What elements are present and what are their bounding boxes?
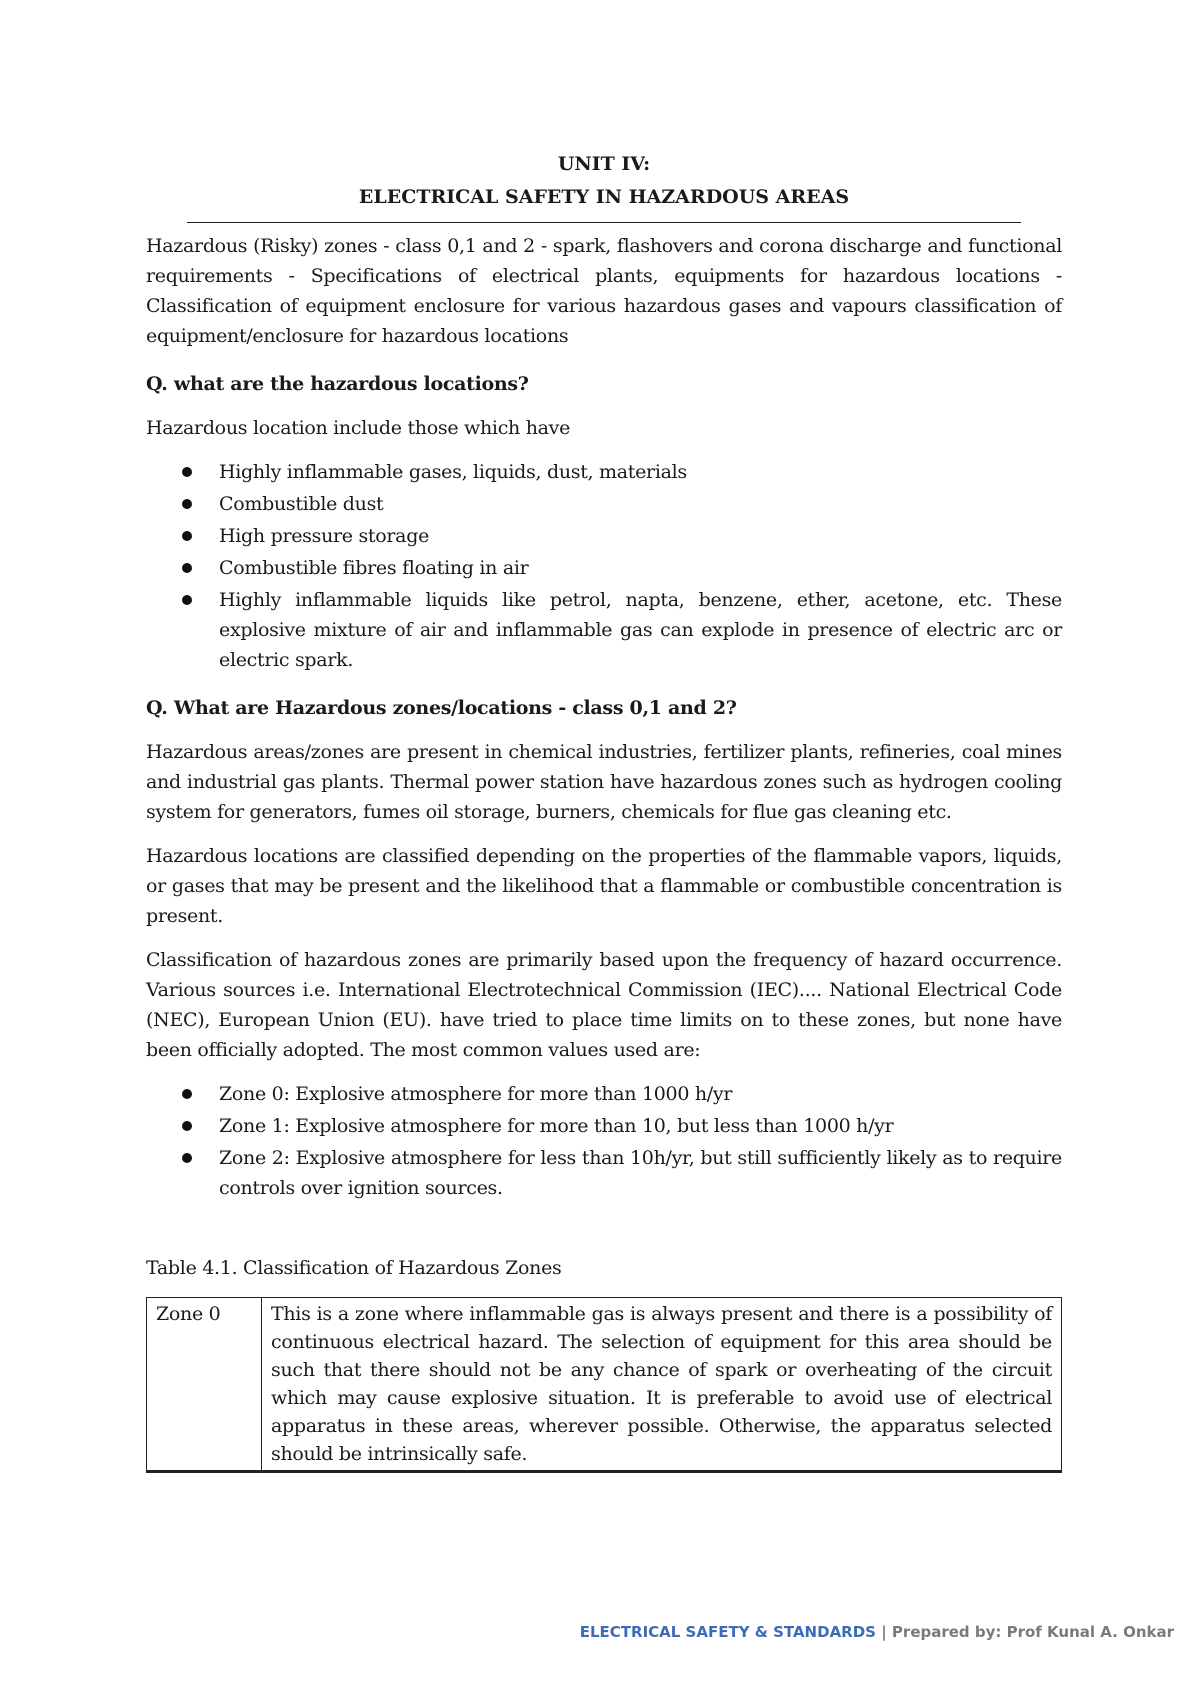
list-item-text: Zone 1: Explosive atmosphere for more than 10, but less than 1000 h/yr — [219, 1115, 894, 1137]
zone-description-cell: This is a zone where inflammable gas is always present and there is a possibility of continuous electrical hazard. The selection of equipment for this area should be such that there should not be any chance of spark or overheating of the circuit which may cause explosive situation. It is preferable to avoid use of electrical apparatus in these areas, wherever possible. Otherwise, the apparatus selected should be intrinsically safe. — [262, 1298, 1062, 1472]
bullet-icon — [182, 499, 192, 509]
page-footer — [580, 1623, 1174, 1641]
footer-separator: | — [875, 1623, 892, 1641]
list-item — [219, 553, 1062, 583]
list-item — [219, 1079, 1062, 1109]
hazardous-locations-list — [146, 457, 1062, 675]
bullet-icon — [182, 563, 192, 573]
list-item — [219, 457, 1062, 487]
list-item-text: Highly inflammable liquids like petrol, napta, benzene, ether, acetone, etc. These explosive mixture of air and inflammable gas can explode in presence of electric arc or electric spark. — [219, 589, 1062, 671]
bullet-icon — [182, 1121, 192, 1131]
paragraph-location-classification: Hazardous locations are classified depending on the properties of the flammable vapors, liquids, or gases that may be present and the likelihood that a flammable or combustible concentration is present. — [146, 845, 1062, 927]
list-item — [219, 585, 1062, 675]
list-item-text: Combustible dust — [219, 493, 384, 515]
bullet-icon — [182, 595, 192, 605]
question-hazardous-locations: Q. what are the hazardous locations? — [146, 373, 529, 395]
unit-header — [146, 148, 1062, 214]
footer-course-title: ELECTRICAL SAFETY & STANDARDS — [579, 1623, 876, 1641]
zone-values-list — [146, 1079, 1062, 1203]
list-item-text: Combustible fibres floating in air — [219, 557, 529, 579]
hazardous-locations-intro: Hazardous location include those which have — [146, 417, 571, 439]
list-item-text: Zone 0: Explosive atmosphere for more than 1000 h/yr — [219, 1083, 733, 1105]
document-page — [146, 148, 1062, 1473]
table-caption: Table 4.1. Classification of Hazardous Zones — [146, 1257, 562, 1279]
bullet-icon — [182, 467, 192, 477]
table-row — [147, 1298, 1062, 1472]
list-item — [219, 489, 1062, 519]
list-item-text: High pressure storage — [219, 525, 430, 547]
syllabus-paragraph: Hazardous (Risky) zones - class 0,1 and 2 - spark, flashovers and corona discharge and functional requirements - Specifications of electrical plants, equipments for hazardous locations - Classification of equipment enclosure for various hazardous gases and vapours classification of equipment/enclosure for hazardous locations — [146, 235, 1062, 347]
unit-title: ELECTRICAL SAFETY IN HAZARDOUS AREAS — [358, 186, 850, 208]
bullet-icon — [182, 1089, 192, 1099]
unit-number: UNIT IV: — [557, 153, 651, 175]
hazardous-zones-table — [146, 1297, 1062, 1473]
header-rule — [187, 222, 1021, 223]
list-item — [219, 1143, 1062, 1203]
bullet-icon — [182, 531, 192, 541]
zone-name-cell: Zone 0 — [147, 1298, 262, 1472]
list-item-text: Highly inflammable gases, liquids, dust, materials — [219, 461, 687, 483]
list-item — [219, 521, 1062, 551]
paragraph-zone-industries: Hazardous areas/zones are present in chemical industries, fertilizer plants, refineries, coal mines and industrial gas plants. Thermal power station have hazardous zones such as hydrogen cooling system for generators, fumes oil storage, burners, chemicals for flue gas cleaning etc. — [146, 741, 1062, 823]
list-item-text: Zone 2: Explosive atmosphere for less than 10h/yr, but still sufficiently likely as to require controls over ignition sources. — [219, 1147, 1062, 1199]
bullet-icon — [182, 1153, 192, 1163]
footer-author: Prepared by: Prof Kunal A. Onkar — [891, 1623, 1174, 1641]
list-item — [219, 1111, 1062, 1141]
paragraph-zone-frequency: Classification of hazardous zones are primarily based upon the frequency of hazard occurrence. Various sources i.e. International Electrotechnical Commission (IEC).... National Electrical Code (NEC), European Union (EU). have tried to place time limits on to these zones, but none have been officially adopted. The most common values used are: — [146, 949, 1062, 1061]
question-hazardous-zones: Q. What are Hazardous zones/locations - class 0,1 and 2? — [146, 697, 737, 719]
